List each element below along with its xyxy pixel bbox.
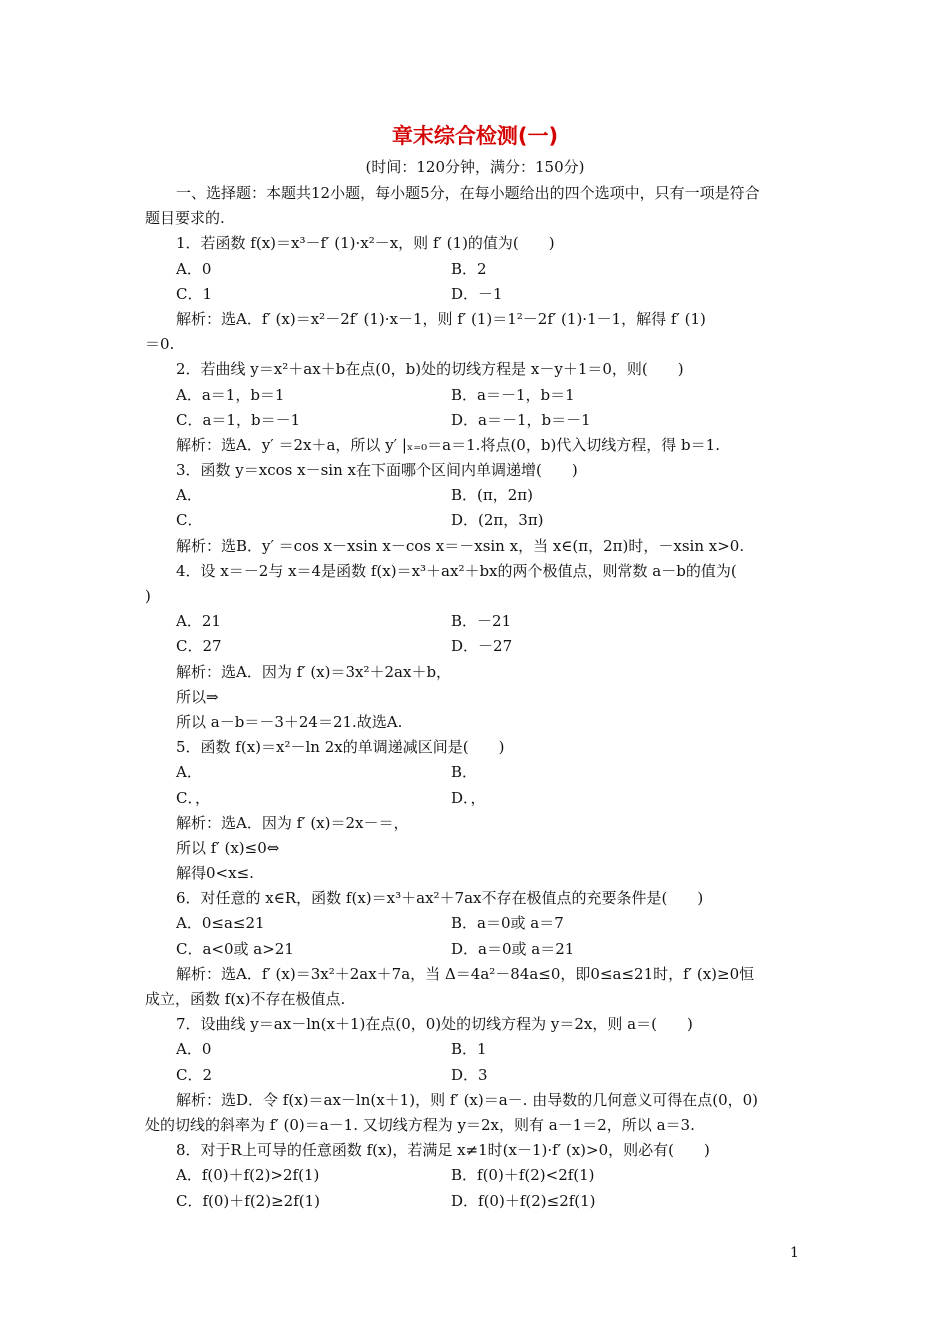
option-left: A． [176, 763, 202, 782]
option-right: B．f(0)＋f(2)<2f(1) [451, 1166, 595, 1185]
option-left: A．0 [176, 259, 212, 278]
option-right: D．－1 [451, 284, 503, 303]
option-right: B．1 [451, 1040, 487, 1059]
text-line: 7．设曲线 y＝ax－ln(x＋1)在点(0，0)处的切线方程为 y＝2x，则 a＝( ) [176, 1015, 693, 1034]
option-right: D．3 [451, 1065, 488, 1084]
text-line: 1．若函数 f(x)＝x³－f′ (1)·x²－x，则 f′ (1)的值为( ) [176, 234, 555, 253]
option-right: B．a＝0或 a＝7 [451, 914, 564, 933]
exam-content [145, 181, 810, 1214]
option-row [145, 911, 810, 936]
option-left: A． [176, 486, 202, 505]
option-left: A．f(0)＋f(2)>2f(1) [176, 1166, 320, 1185]
option-right: B．－21 [451, 612, 512, 631]
text-line: 8．对于R上可导的任意函数 f(x)，若满足 x≠1时(x－1)·f′ (x)>0，则必有( ) [176, 1141, 710, 1160]
option-row [145, 786, 810, 811]
text-line: 所以 f′ (x)≤0⇔ [176, 838, 280, 857]
text-line: 处的切线的斜率为 f′ (0)＝a－1. 又切线方程为 y＝2x，则有 a－1＝2，所以 a＝3. [145, 1115, 695, 1134]
text-line: 解析：选A．f′ (x)＝3x²＋2ax＋7a，当 Δ＝4a²－84a≤0，即0≤a≤21时，f′ (x)≥0恒 [176, 964, 755, 983]
page-number: 1 [790, 1245, 799, 1261]
text-line: 所以 a－b＝－3＋24＝21.故选A. [176, 712, 403, 731]
option-right: D．， [451, 788, 486, 807]
text-line: 解得0<x≤. [176, 864, 254, 883]
option-row [145, 760, 810, 785]
option-row [145, 609, 810, 634]
text-line: 所以⇒ [176, 687, 219, 706]
option-left: A．a＝1，b＝1 [176, 385, 285, 404]
option-left: C．2 [176, 1065, 213, 1084]
option-right: D．－27 [451, 637, 513, 656]
option-row [145, 383, 810, 408]
option-right: B．(π，2π) [451, 486, 533, 505]
text-line: 题目要求的. [145, 209, 225, 228]
text-line: 5．函数 f(x)＝x²－ln 2x的单调递减区间是( ) [176, 738, 505, 757]
text-line: 解析：选A．因为 f′ (x)＝2x－＝， [176, 813, 409, 832]
text-line: ) [145, 587, 151, 605]
option-right: D．f(0)＋f(2)≤2f(1) [451, 1191, 596, 1210]
option-left: A．0≤a≤21 [176, 914, 265, 933]
text-line: 2．若曲线 y＝x²＋ax＋b在点(0，b)处的切线方程是 x－y＋1＝0，则( ) [176, 360, 684, 379]
text-line: 解析：选B．y′ ＝cos x－xsin x－cos x＝－xsin x，当 x∈(π，2π)时，－xsin x>0. [176, 536, 745, 555]
text-line: 4．设 x＝－2与 x＝4是函数 f(x)＝x³＋ax²＋bx的两个极值点，则常数 a－b的值为( [176, 561, 737, 580]
option-left: C．， [176, 788, 210, 807]
option-right: B．a＝－1，b＝1 [451, 385, 575, 404]
option-right: B． [451, 763, 478, 782]
text-line: 解析：选A．y′ ＝2x＋a，所以 y′ |ₓ₌₀＝a＝1.将点(0，b)代入切线方程，得 b＝1. [176, 435, 720, 454]
option-right: D．a＝0或 a＝21 [451, 939, 575, 958]
text-line: 解析：选A．因为 f′ (x)＝3x²＋2ax＋b， [176, 662, 452, 681]
option-row [145, 508, 810, 533]
option-row [145, 634, 810, 659]
option-left: C．1 [176, 284, 213, 303]
option-row [145, 1037, 810, 1062]
option-row [145, 483, 810, 508]
option-left: C．a＝1，b＝－1 [176, 410, 301, 429]
option-left: A．21 [176, 612, 221, 631]
option-row [145, 408, 810, 433]
option-row [145, 1063, 810, 1088]
option-left: C．27 [176, 637, 222, 656]
text-line: ＝0. [145, 335, 175, 354]
text-line: 3．函数 y＝xcos x－sin x在下面哪个区间内单调递增( ) [176, 461, 578, 480]
page-title: 章末综合检测(一) [391, 124, 559, 148]
option-row [145, 282, 810, 307]
option-left: C． [176, 511, 203, 530]
option-row [145, 1163, 810, 1188]
option-left: C．a<0或 a>21 [176, 939, 294, 958]
option-left: A．0 [176, 1040, 212, 1059]
text-line: 一、选择题：本题共12小题，每小题5分，在每小题给出的四个选项中，只有一项是符合 [176, 184, 760, 202]
text-line: 6．对任意的 x∈R，函数 f(x)＝x³＋ax²＋7ax不存在极值点的充要条件是( ) [176, 889, 704, 908]
page-subtitle: (时间：120分钟，满分：150分) [365, 158, 585, 176]
option-row [145, 257, 810, 282]
text-line: 成立，函数 f(x)不存在极值点. [145, 990, 346, 1008]
text-line: 解析：选D．令 f(x)＝ax－ln(x＋1)，则 f′ (x)＝a－. 由导数的几何意义可得在点(0，0) [176, 1090, 759, 1109]
option-left: C．f(0)＋f(2)≥2f(1) [176, 1191, 320, 1210]
option-row [145, 937, 810, 962]
text-line: 解析：选A．f′ (x)＝x²－2f′ (1)·x－1，则 f′ (1)＝1²－2f′ (1)·1－1，解得 f′ (1) [176, 309, 706, 328]
option-right: D．(2π，3π) [451, 511, 544, 530]
option-row [145, 1189, 810, 1214]
option-right: B．2 [451, 259, 487, 278]
option-right: D．a＝－1，b＝－1 [451, 410, 591, 429]
